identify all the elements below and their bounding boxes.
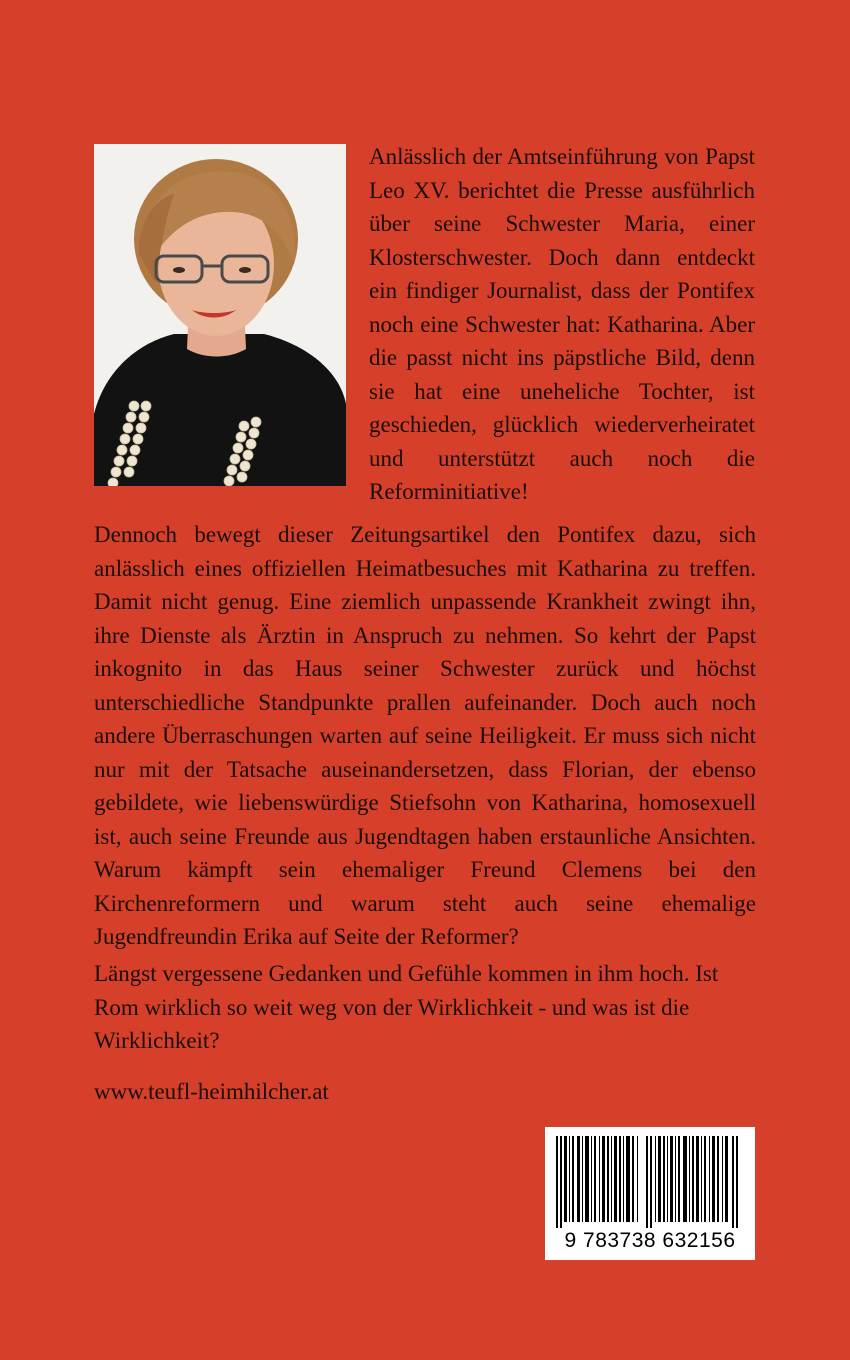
isbn-digits: 9 783738 632156 xyxy=(564,1229,736,1252)
barcode-icon xyxy=(556,1136,744,1228)
closing-paragraph: Längst vergessene Gedanken und Gefühle kommen in ihm hoch. Ist Rom wirklich so weit weg von der Wirklichkeit - und was ist die Wirklichkeit? xyxy=(94,961,719,1053)
author-portrait-icon xyxy=(94,144,346,486)
main-paragraph: Dennoch bewegt dieser Zeitungsartikel den Pontifex dazu, sich anlässlich eines offiziellen Heimatbesuches mit Katharina zu treffen. Damit nicht genug. Eine ziemlich unpassende Krankheit zwingt ihn, ihre Dienste als Ärztin in Anspruch zu nehmen. So kehrt der Papst inkognito in das Haus seiner Schwester zurück und höchst unterschiedliche Standpunkte prallen aufeinander. Doch auch noch andere Überraschungen warten auf seine Heiligkeit. Er muss sich nicht nur mit der Tatsache auseinandersetzen, dass Florian, der ebenso gebildete, wie liebenswürdige Stiefsohn von Katharina, homosexuell ist, auch seine Freunde aus Jugendtagen haben erstaunliche Ansichten. Warum kämpft sein ehemaliger Freund Clemens bei den Kirchenreformern und warum steht auch seine ehemalige Jugendfreundin Erika auf Seite der Reformer? xyxy=(94,522,756,949)
author-photo xyxy=(94,144,346,486)
website-link[interactable]: www.teufl-heimhilcher.at xyxy=(94,1079,329,1104)
intro-paragraph: Anlässlich der Amtseinführung von Papst Leo XV. berichtet die Presse ausführlich über seine Schwester Maria, einer Klosterschwester. Doch dann entdeckt ein findiger Journalist, dass der Pontifex noch eine Schwester hat: Katharina. Aber die passt nicht ins päpstliche Bild, denn sie hat eine uneheliche Tochter, ist geschieden, glücklich wiederverheiratet und unterstützt auch noch die Reforminitiative! xyxy=(369,144,755,504)
isbn-barcode xyxy=(545,1127,755,1260)
